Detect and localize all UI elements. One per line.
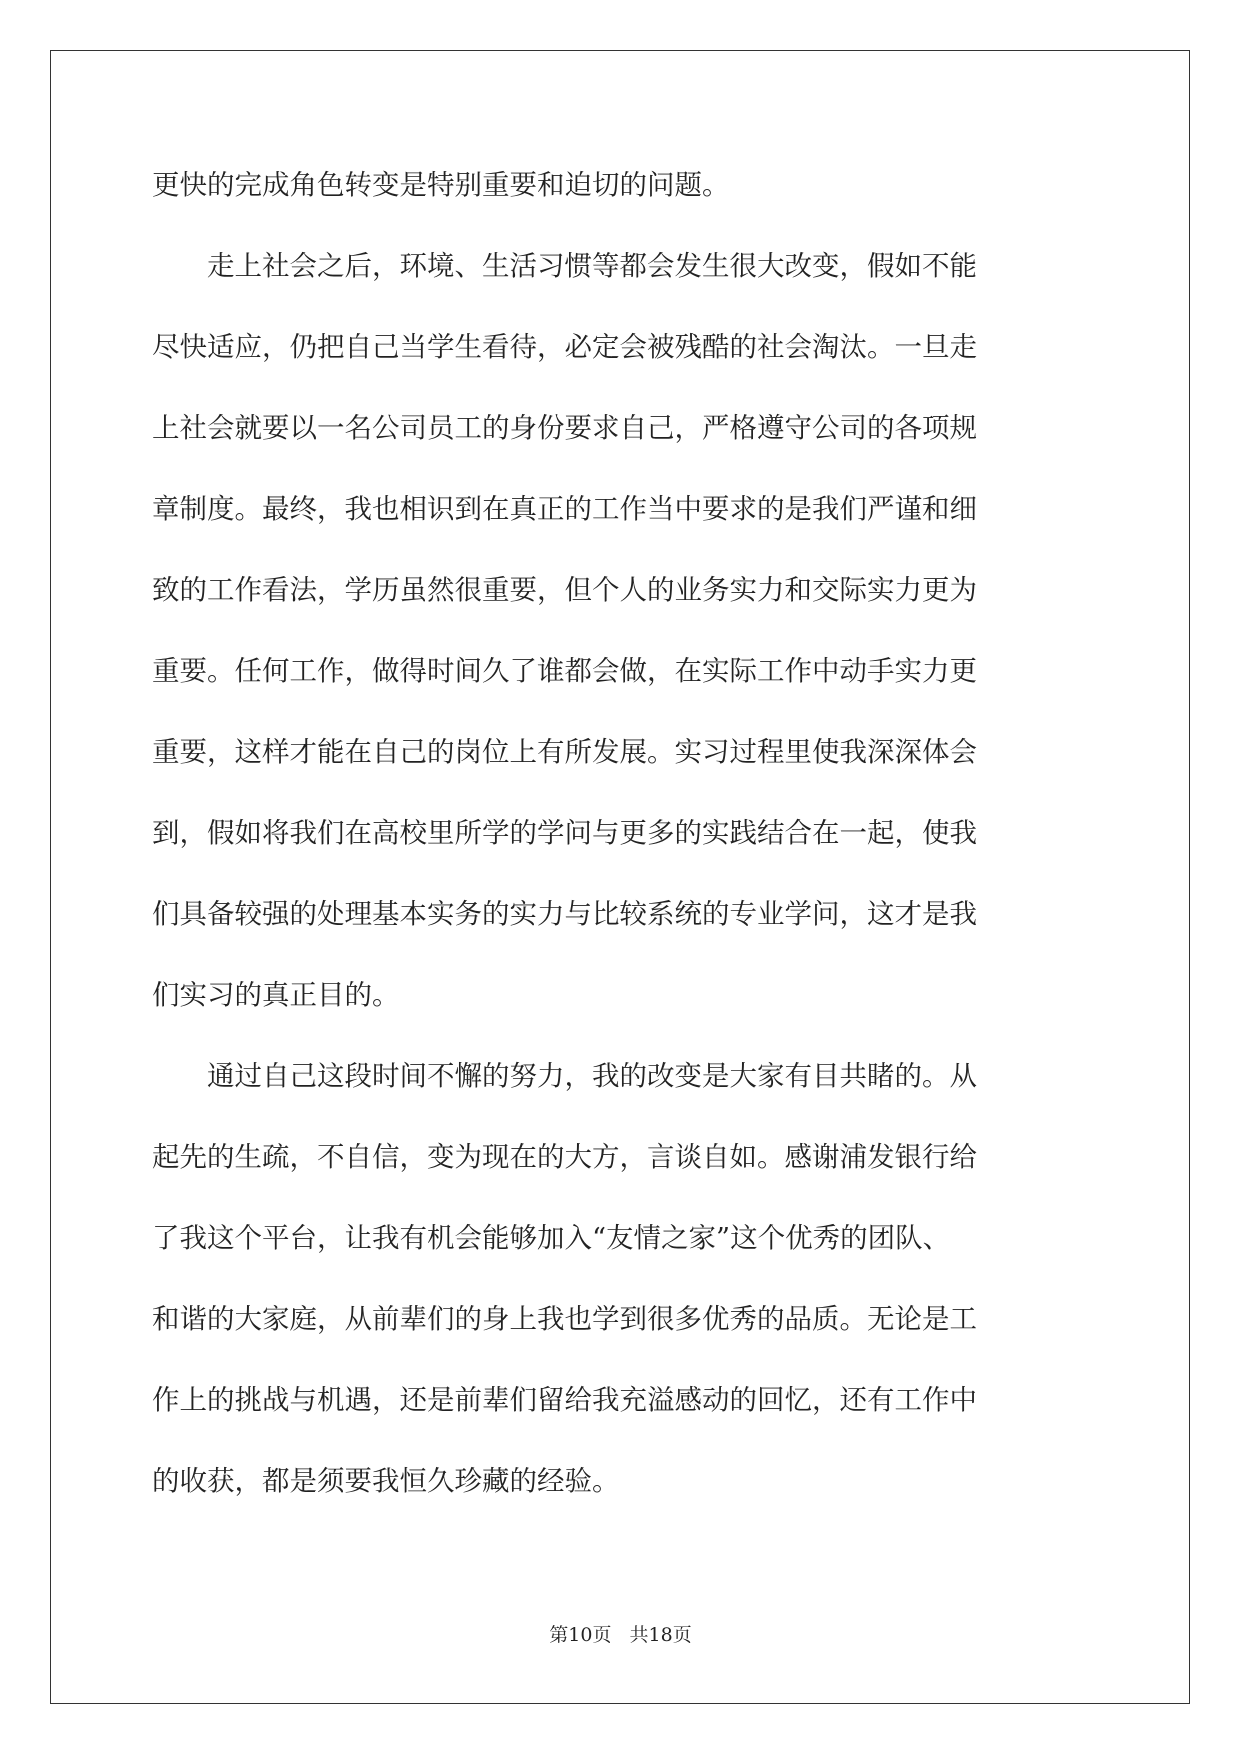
text-line: 上社会就要以一名公司员工的身份要求自己，严格遵守公司的各项规: [152, 412, 977, 444]
document-body: [152, 145, 1092, 1522]
text-line: 们实习的真正目的。: [152, 979, 400, 1011]
text-line: 更快的完成角色转变是特别重要和迫切的问题。: [152, 169, 730, 201]
text-line: 通过自己这段时间不懈的努力，我的改变是大家有目共睹的。从: [207, 1060, 977, 1092]
text-line: 起先的生疏，不自信，变为现在的大方，言谈自如。感谢浦发银行给: [152, 1141, 977, 1173]
text-line: 们具备较强的处理基本实务的实力与比较系统的专业学问，这才是我: [152, 898, 977, 930]
text-line: 尽快适应，仍把自己当学生看待，必定会被残酷的社会淘汰。一旦走: [152, 331, 977, 363]
text-line: 章制度。最终，我也相识到在真正的工作当中要求的是我们严谨和细: [152, 493, 977, 525]
text-line: 作上的挑战与机遇，还是前辈们留给我充溢感动的回忆，还有工作中: [152, 1384, 977, 1416]
text-line: 重要，这样才能在自己的岗位上有所发展。实习过程里使我深深体会: [152, 736, 977, 768]
page-footer: [0, 1620, 1241, 1647]
page-total: 共18页: [629, 1624, 692, 1646]
text-line: 的收获，都是须要我恒久珍藏的经验。: [152, 1465, 620, 1497]
text-line: 和谐的大家庭，从前辈们的身上我也学到很多优秀的品质。无论是工: [152, 1303, 977, 1335]
page-number: 第10页: [549, 1624, 612, 1646]
text-line: 了我这个平台，让我有机会能够加入“友情之家”这个优秀的团队、: [152, 1222, 951, 1254]
text-line: 到，假如将我们在高校里所学的学问与更多的实践结合在一起，使我: [152, 817, 977, 849]
text-line: 重要。任何工作，做得时间久了谁都会做，在实际工作中动手实力更: [152, 655, 977, 687]
text-line: 致的工作看法，学历虽然很重要，但个人的业务实力和交际实力更为: [152, 574, 977, 606]
text-line: 走上社会之后，环境、生活习惯等都会发生很大改变，假如不能: [207, 250, 977, 282]
